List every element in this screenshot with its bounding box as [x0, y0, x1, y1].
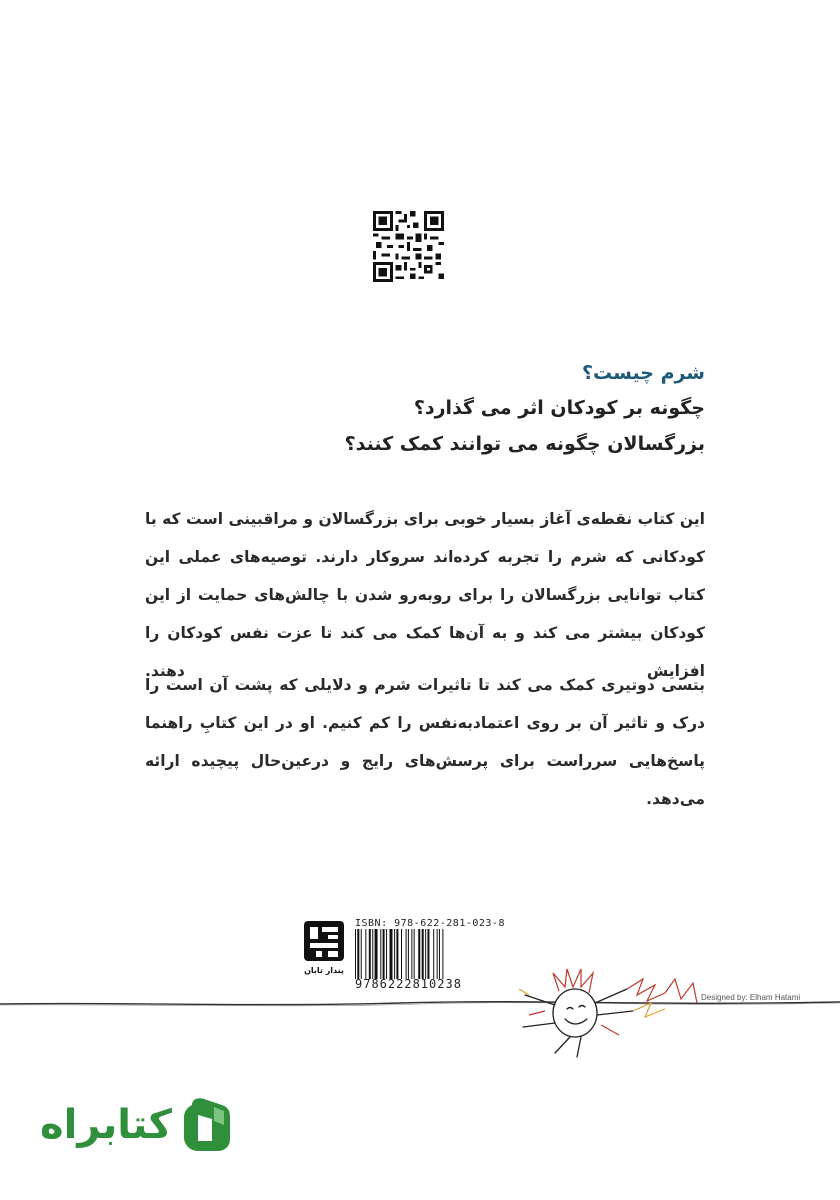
barcode-bar: [394, 929, 395, 979]
question-title: شرم چیست؟: [582, 362, 705, 384]
description-paragraph-2: بتسی دوتیری کمک می کند تا تاثیرات شرم و دلایلی که پشت آن است را درک و تاثیر آن بر روی اعتمادبه‌نفس را کم کنیم. او در این کتابِ راهنما پاسخ‌هایی سرراست برای پرسش‌های رایج و درعین‌حال پیچیده ارائه می‌دهد.: [145, 676, 705, 808]
ketabrah-brand: [40, 1095, 234, 1155]
barcode-bar: [406, 929, 407, 979]
brand-name: کتابراه: [40, 1102, 172, 1148]
barcode-bar: [427, 929, 429, 979]
child-doodle-illustration: [515, 965, 730, 1060]
publisher-name: پندار تابان: [304, 966, 344, 975]
barcode-bars: [355, 929, 507, 979]
barcode: [355, 918, 515, 991]
barcode-bar: [418, 929, 420, 979]
question-help: بزرگسالان چگونه می توانند کمک کنند؟: [344, 433, 705, 455]
isbn-label: ISBN: 978-622-281-023-8: [355, 918, 505, 929]
barcode-bar: [414, 929, 415, 979]
description-paragraph-1: این کتاب نقطه‌ی آغاز بسیار خوبی برای بزرگسالان و مراقبینی است که با کودکانی که شرم را تجربه کرده‌اند سروکار دارند. توصیه‌های عملی این کتاب توانایی بزرگسالان را برای روبه‌رو شدن با چالش‌های حمایت از این کودکان بیشتر می کند و به آن‌ها کمک می کند تا عزت نفس کودکان را افزایش دهند.: [145, 510, 705, 680]
barcode-bar: [355, 929, 356, 979]
questions-block: [145, 356, 705, 462]
question-effect: چگونه بر کودکان اثر می گذارد؟: [413, 397, 705, 419]
barcode-bar: [408, 929, 409, 979]
ketabrah-logo-icon: [178, 1095, 234, 1155]
barcode-bar: [369, 929, 371, 979]
publisher-logo-icon: [302, 919, 346, 977]
barcode-bar: [390, 929, 393, 979]
barcode-bar: [372, 929, 373, 979]
barcode-bar: [411, 929, 412, 979]
barcode-bar: [396, 929, 398, 979]
designer-credit: Designed by: Elham Hatami: [701, 993, 801, 1002]
barcode-bar: [375, 929, 378, 979]
barcode-bar: [380, 929, 381, 979]
barcode-bar: [442, 929, 443, 979]
barcode-bar: [365, 929, 366, 979]
qr-code-icon: [373, 211, 444, 282]
barcode-bar: [422, 929, 424, 979]
barcode-bar: [433, 929, 434, 979]
barcode-bar: [401, 929, 402, 979]
barcode-bar: [361, 929, 362, 979]
barcode-bar: [437, 929, 438, 979]
barcode-bar: [425, 929, 426, 979]
barcode-bar: [383, 929, 385, 979]
barcode-digits: 9786222810238: [355, 977, 462, 991]
barcode-bar: [386, 929, 387, 979]
barcode-bar: [357, 929, 359, 979]
barcode-bar: [439, 929, 440, 979]
